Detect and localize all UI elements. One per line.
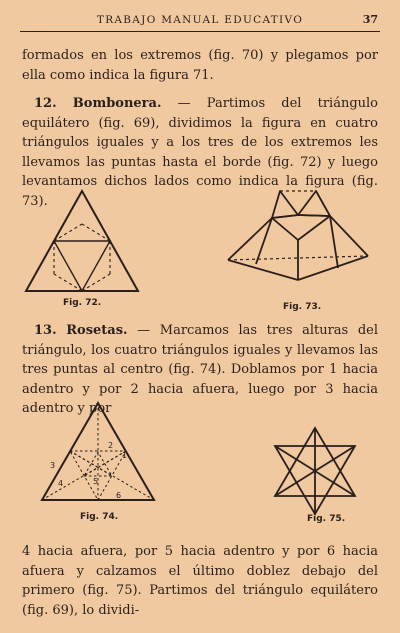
running-title: TRABAJO MANUAL EDUCATIVO xyxy=(96,14,304,26)
running-header xyxy=(0,12,400,30)
figure-75-diagram xyxy=(270,426,360,516)
intro-paragraph: formados en los extremos (fig. 70) y plegamos por ella como indica la figura 71. xyxy=(22,48,378,83)
section-12-body: — Partimos del triángulo equilátero (fig. 69), dividimos la figura en cuatro triángulos iguales y a los tres de los extremos les llevamos las puntas hasta el borde (fig. 72) y luego levantamos dichos lados como indica la figura (fig. 73). xyxy=(22,96,378,209)
figure-72-diagram xyxy=(20,188,145,296)
fig74-label-3: 3 xyxy=(50,461,56,470)
figure-75-caption: Fig. 75. xyxy=(307,514,346,524)
fig74-label-4: 4 xyxy=(58,479,64,488)
fig74-label-1: 1 xyxy=(122,451,128,460)
fig74-label-5: 5 xyxy=(93,477,99,486)
fig74-label-2: 2 xyxy=(108,441,114,450)
figure-73-diagram xyxy=(218,182,378,290)
section-12-number: 12. xyxy=(34,96,57,111)
section-13-number: 13. xyxy=(34,323,57,338)
figure-74-caption: Fig. 74. xyxy=(80,512,119,522)
section-13-title: Rosetas. xyxy=(66,323,128,338)
figure-73-caption: Fig. 73. xyxy=(283,302,322,312)
fig74-label-6: 6 xyxy=(116,491,122,500)
page-number: 37 xyxy=(362,13,378,26)
closing-paragraph: 4 hacia afuera, por 5 hacia adentro y por 6 hacia afuera y calzamos el último doblez debajo del primero (fig. 75). Partimos del triángulo equilátero (fig. 69), lo dividi- xyxy=(22,544,378,618)
figure-72-caption: Fig. 72. xyxy=(63,298,102,308)
header-rule xyxy=(20,31,380,32)
section-12-title: Bombonera. xyxy=(72,96,162,111)
section-13-body: — Marcamos las tres alturas del triángulo, los cuatro triángulos iguales y llevamos las tres puntas al centro (fig. 74). Doblamos por 1 hacia adentro y por 2 hacia afuera, luego por 3 hacia adentro y por xyxy=(22,323,379,416)
figure-74-diagram xyxy=(38,400,158,504)
